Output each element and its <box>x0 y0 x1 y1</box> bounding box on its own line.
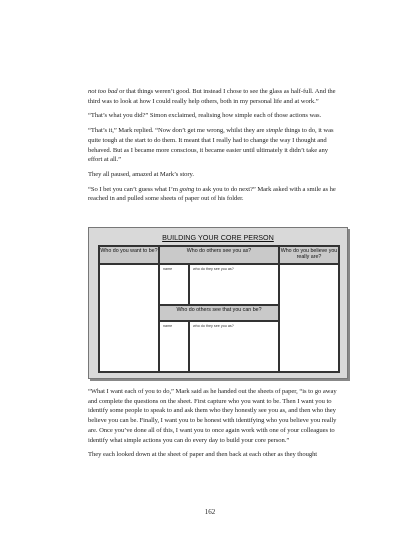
header-really-are: Who do you believe you really are? <box>279 246 339 264</box>
paragraph: They each looked down at the sheet of paper and then back at each other as they thought <box>88 451 318 459</box>
header-others-see-can-be: Who do others see that you can be? <box>159 305 279 321</box>
paragraph: They all paused, amazed at Mark’s story. <box>88 170 194 178</box>
paragraph-text: things to do, it was quite tough at the start to do them. It meant that I really had to change the way I thought and behaved. But as I became more conscious, it became easier until ultimately it didn’t take any effort at all.” <box>88 127 334 164</box>
who-cell: who do they see you as? <box>189 321 279 372</box>
paragraph-text: or that things weren’t good. But instead I chose to see the glass as half-full. And the third was to look at how I could really help others, both in my personal life and at work.” <box>88 88 336 105</box>
who-cell: who do they see you as? <box>189 264 279 305</box>
figure-title: BUILDING YOUR CORE PERSON <box>162 233 274 242</box>
name-cell: name <box>159 321 189 372</box>
paragraph <box>88 87 338 106</box>
paragraph <box>88 126 338 165</box>
page-number: 162 <box>204 508 216 516</box>
core-person-figure <box>88 227 348 379</box>
worksheet <box>98 245 340 373</box>
column-want-to-be-body <box>99 264 159 372</box>
header-others-see: Who do others see you as? <box>159 246 279 264</box>
paragraph <box>88 185 338 204</box>
body-text-top <box>88 87 338 209</box>
header-want-to-be: Who do you want to be? <box>99 246 159 264</box>
paragraph-text: “That’s it,” Mark replied. “Now don’t get me wrong, whilst they are <box>88 127 266 135</box>
paragraph: “That’s what you did?” Simon exclaimed, realising how simple each of those actions was. <box>88 112 322 120</box>
column-really-are-body <box>279 264 339 372</box>
body-text-bottom <box>88 387 338 465</box>
emphasis: going <box>179 185 195 193</box>
name-cell: name <box>159 264 189 305</box>
paragraph: “What I want each of you to do,” Mark said as he handed out the sheets of paper, “is to go away and complete the questions on the sheet. First capture who you want to be. Then I want you to identify some people to speak to and ask them who they honestly see you as, and then who they believe you can be. Finally, I want you to be honest with identifying who you believe you really are. Once you’ve done all of this, I want you to once again work with one of your colleagues to identify what simple actions you can do every day to build your core person.” <box>88 388 337 444</box>
emphasis: simple <box>265 127 283 135</box>
paragraph-text: to ask you to do next?” Mark asked with a smile as he reached in and pulled some sheets of paper out of his folder. <box>88 185 336 203</box>
emphasis: not too bad <box>88 88 118 95</box>
paragraph-text: “So I bet you can’t guess what I’m <box>88 185 180 193</box>
